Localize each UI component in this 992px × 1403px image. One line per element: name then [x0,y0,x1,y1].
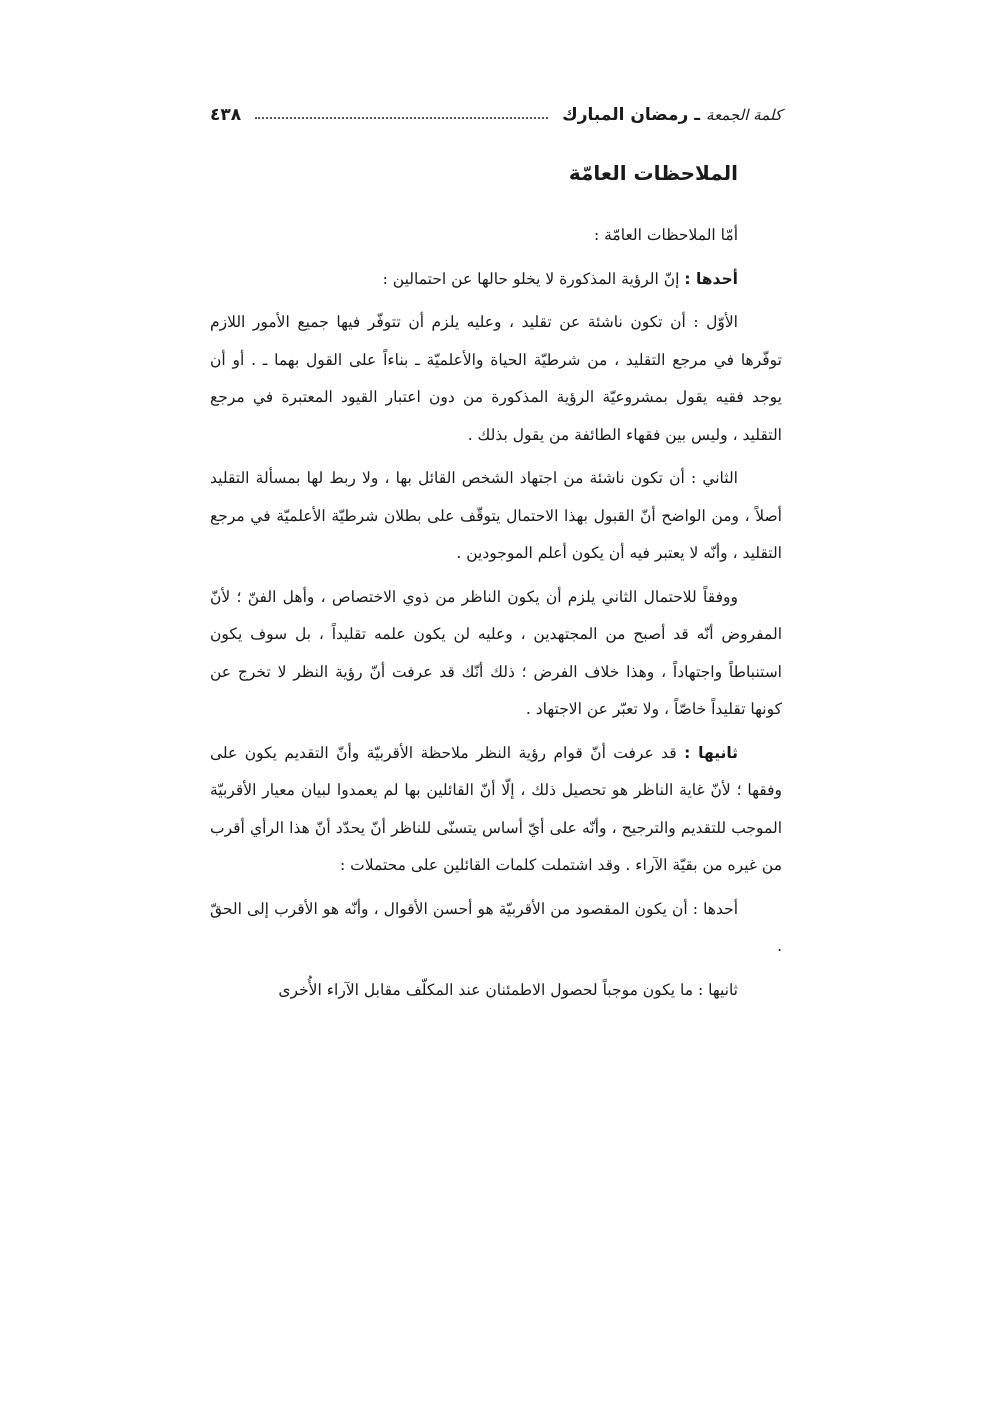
paragraph-text: أمّا الملاحظات العامّة : [593,226,738,244]
paragraph-text: الثاني : أن تكون ناشئة من اجتهاد الشخص القائل بها ، ولا ربط لها بمسألة التقليد أصلاً ، ومن الواضح أنّ القبول بهذا الاحتمال يتوقّف على بطلان شرطيّة الأعلميّة في مرجع التقليد ، وأنّه لا يعتبر فيه أن يكون أعلم الموجودين . [210,469,782,562]
paragraph [210,460,782,573]
paragraph-text: الأوّل : أن تكون ناشئة عن تقليد ، وعليه يلزم أن تتوفّر فيها جميع الأمور اللازم توفّرها في مرجع التقليد ، من شرطيّة الحياة والأعلميّة ـ بناءاً على القول بهما ـ . أو أن يوجد فقيه يقول بمشروعيّة الرؤية المذكورة من دون اعتبار القيود المعتبرة في مرجع التقليد ، وليس بين فقهاء الطائفة من يقول بذلك . [210,313,782,444]
paragraph [210,579,782,729]
paragraph [210,891,782,966]
paragraph-lead: أحدها : [684,269,738,288]
header-title-text: ـ رمضان المبارك [562,105,701,125]
running-header [210,95,782,135]
paragraph [210,972,782,1010]
paragraph-text: أحدها : أن يكون المقصود من الأقربيّة هو أحسن الأقوال ، وأنّه هو الأقرب إلى الحقّ . [210,899,782,955]
paragraph [210,217,782,255]
header-logo-calligraphy: كلمة الجمعة [706,106,782,124]
header-title [562,105,782,125]
paragraph-lead: ثانيها : [684,743,738,762]
header-dotted-leader [255,117,548,119]
book-page [210,95,782,1315]
paragraph [210,304,782,454]
paragraph-text: ثانيها : ما يكون موجباً لحصول الاطمئنان عند المكلّف مقابل الآراء الأُخرى [278,980,738,999]
paragraph [210,261,782,299]
paragraph-text: ووفقاً للاحتمال الثاني يلزم أن يكون الناظر من ذوي الاختصاص ، وأهل الفنّ ؛ لأنّ المفروض أنّه قد أصبح من المجتهدين ، وعليه لن يكون علمه تقليداً ، بل سوف يكون استنباطاً واجتهاداً ، وهذا خلاف الفرض ؛ ذلك أنّك قد عرفت أنّ رؤية النظر لا تخرج عن كونها تقليداً خاصّاً ، ولا تعبّر عن الاجتهاد . [210,587,782,718]
paragraph-text: قد عرفت أنّ قوام رؤية النظر ملاحظة الأقربيّة وأنّ التقديم يكون على وفقها ؛ لأنّ غاية الناظر هو تحصيل ذلك ، إلّا أنّ القائلين بها لم يعمدوا لبيان معيار الأقربيّة الموجب للتقديم والترجيح ، وأنّه على أيّ أساس يتسنّى للناظر أنّ يحدّد أنّ هذا الرأي أقرب من غيره من بقيّة الآراء . وقد اشتملت كلمات القائلين على محتملات : [210,743,782,874]
section-title: الملاحظات العامّة [568,161,738,185]
paragraph [210,735,782,885]
page-number: ٤٣٨ [210,105,242,125]
paragraph-text: إنّ الرؤية المذكورة لا يخلو حالها عن احتمالين : [382,269,685,288]
